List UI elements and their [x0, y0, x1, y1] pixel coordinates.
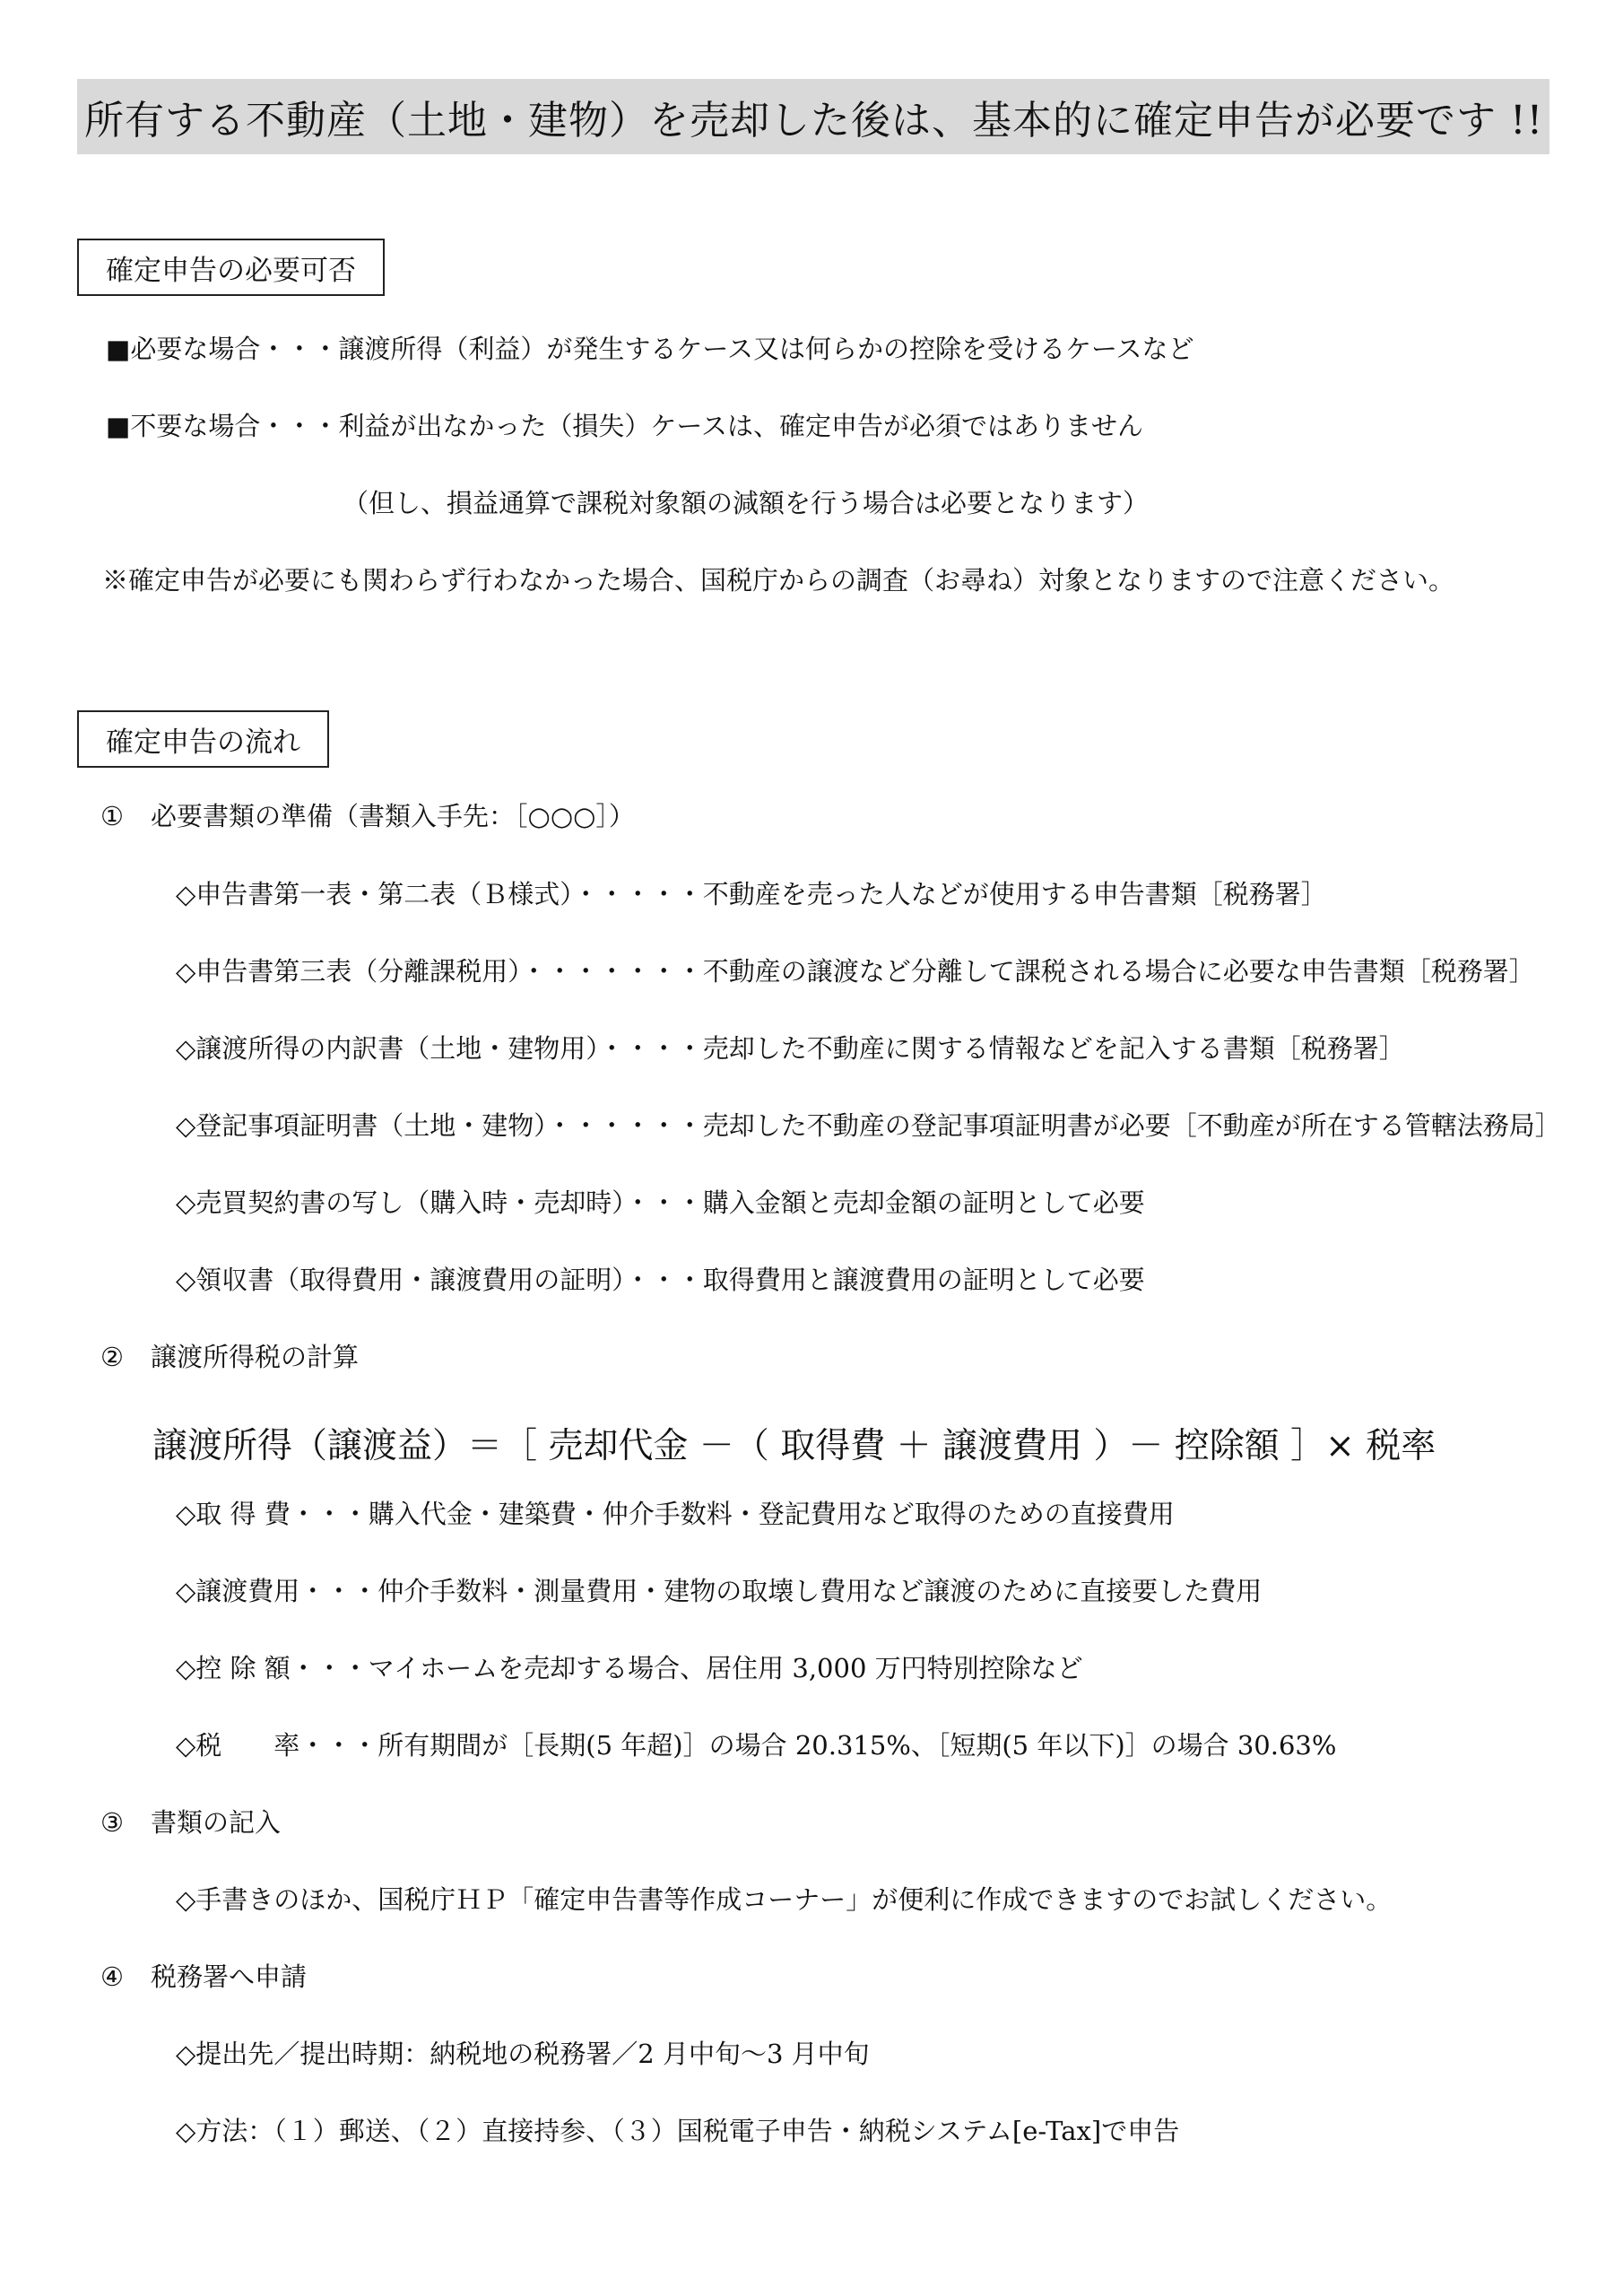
step4-number: ④ [100, 1961, 124, 1992]
step2-title: 譲渡所得税の計算 [151, 1342, 360, 1372]
document-item: ◇譲渡所得の内訳書（土地・建物用）・・・・売却した不動産に関する情報などを記入する書類［税務署］ [176, 1033, 1405, 1064]
writing-item: ◇手書きのほか、国税庁ＨＰ「確定申告書等作成コーナー」が便利に作成できますのでお試しください。 [176, 1884, 1393, 1915]
calculation-item: ◇控 除 額・・・マイホームを売却する場合、居住用 3,000 万円特別控除など [176, 1653, 1083, 1683]
document-item: ◇領収書（取得費用・譲渡費用の証明）・・・取得費用と譲渡費用の証明として必要 [176, 1265, 1145, 1295]
step3-number: ③ [100, 1807, 124, 1838]
document-item: ◇登記事項証明書（土地・建物）・・・・・・売却した不動産の登記事項証明書が必要［不動産が所在する管轄法務局］ [176, 1110, 1561, 1141]
step4-title: 税務署へ申請 [151, 1961, 308, 1992]
section-heading-necessity: 確定申告の必要可否 [77, 239, 385, 296]
step2-number: ② [100, 1342, 124, 1372]
calculation-item: ◇取 得 費・・・購入代金・建築費・仲介手数料・登記費用など取得のための直接費用 [176, 1499, 1175, 1529]
tax-formula: 譲渡所得（譲渡益）＝［ 売却代金 －（ 取得費 ＋ 譲渡費用 ）－ 控除額 ］× 税率 [152, 1426, 1436, 1466]
step3-title: 書類の記入 [151, 1807, 282, 1838]
step1-number: ① [100, 801, 124, 831]
calculation-item: ◇譲渡費用・・・仲介手数料・測量費用・建物の取壊し費用など譲渡のために直接要した費用 [176, 1576, 1263, 1606]
document-item: ◇申告書第三表（分離課税用）・・・・・・・不動産の譲渡など分離して課税される場合に必要な申告書類［税務署］ [176, 956, 1535, 987]
submission-item: ◇提出先／提出時期：納税地の税務署／2 月中旬～3 月中旬 [176, 2039, 870, 2069]
calculation-item: ◇税 率・・・所有期間が［長期(5 年超)］の場合 20.315%、［短期(5 年以下)］の場合 30.63% [176, 1730, 1337, 1761]
step2-heading [100, 1339, 359, 1375]
step1-heading [100, 798, 635, 834]
step1-subtitle: （書類入手先：［○○○］） [333, 801, 635, 831]
document-item: ◇売買契約書の写し（購入時・売却時）・・・購入金額と売却金額の証明として必要 [176, 1187, 1145, 1218]
section-heading-flow: 確定申告の流れ [77, 710, 329, 768]
submission-item: ◇方法：（１）郵送、（２）直接持参、（３）国税電子申告・納税システム[e-Tax]で申告 [176, 2116, 1180, 2146]
warning-note: ※確定申告が必要にも関わらず行わなかった場合、国税庁からの調査（お尋ね）対象となりますので注意ください。 [102, 565, 1455, 596]
step3-heading [100, 1805, 281, 1840]
required-case-text: ■必要な場合・・・譲渡所得（利益）が発生するケース又は何らかの控除を受けるケースなど [106, 334, 1194, 364]
step1-title: 必要書類の準備 [151, 801, 334, 831]
step4-heading [100, 1959, 307, 1995]
exception-note: （但し、損益通算で課税対象額の減額を行う場合は必要となります） [343, 488, 1150, 518]
document-item: ◇申告書第一表・第二表（Ｂ様式）・・・・・不動産を売った人などが使用する申告書類［税務署］ [176, 879, 1327, 909]
page-title: 所有する不動産（土地・建物）を売却した後は、基本的に確定申告が必要です !! [77, 79, 1549, 154]
not-required-case-text: ■不要な場合・・・利益が出なかった（損失）ケースは、確定申告が必須ではありません [106, 411, 1143, 441]
